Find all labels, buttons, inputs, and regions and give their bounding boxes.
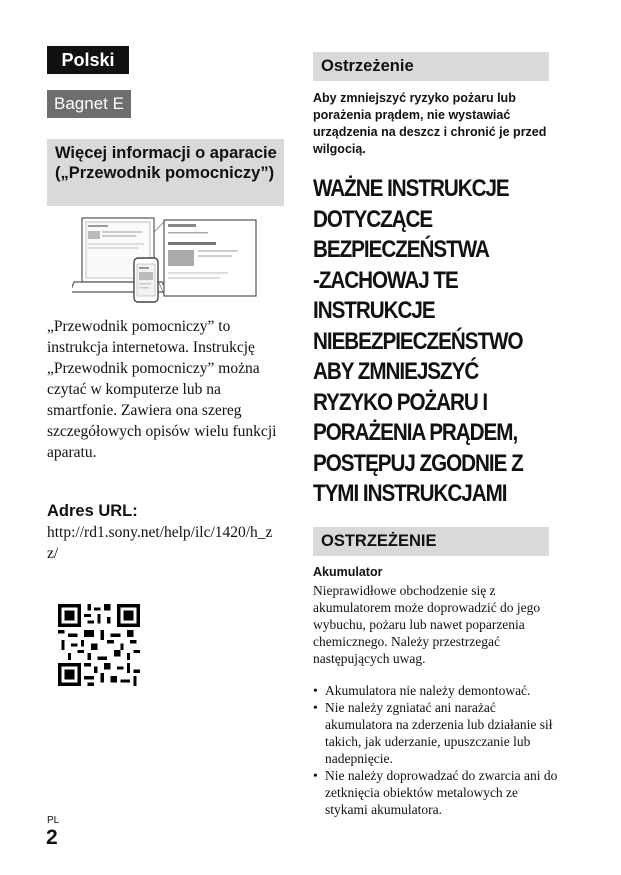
list-item: • Nie należy doprowadzać do zwarcia ani do zetknięcia obiektów metalowych ze stykami akumulatora. bbox=[313, 767, 558, 818]
battery-text: Nieprawidłowe obchodzenie się z akumulatorem może doprowadzić do jego wybuchu, pożaru lub nawet poparzenia chemicznego. Należy przestrzegać następujących uwag. bbox=[313, 583, 541, 666]
laptop-and-smartphone-illustration bbox=[72, 212, 262, 312]
list-item: • Akumulatora nie należy demontować. bbox=[313, 682, 558, 699]
help-url-link[interactable]: http://rd1.sony.net/help/ilc/1420/h_zz/ bbox=[47, 524, 273, 562]
language-tab: Polski bbox=[47, 46, 129, 74]
language-code: PL bbox=[47, 815, 60, 826]
qr-code-icon bbox=[58, 604, 140, 686]
more-info-heading: Więcej informacji o aparacie („Przewodnik pomocniczy”) bbox=[47, 139, 284, 206]
warning-text: Aby zmniejszyć ryzyko pożaru lub porażenia prądem, nie wystawiać urządzenia na deszcz i chronić je przed wilgocią. bbox=[313, 91, 547, 156]
list-item: • Nie należy zgniatać ani narażać akumulatora na zderzenia lub działanie sił takich, jak uderzanie, upuszczanie lub nadepnięcie. bbox=[313, 699, 558, 767]
mount-tab: Bagnet E bbox=[47, 90, 131, 118]
warning-caps-heading: OSTRZEŻENIE bbox=[313, 527, 549, 556]
warning-heading: Ostrzeżenie bbox=[313, 52, 549, 81]
battery-precautions-list bbox=[313, 682, 558, 818]
page-number: 2 bbox=[46, 826, 58, 849]
important-safety-instructions: WAŻNE INSTRUKCJE DOTYCZĄCE BEZPIECZEŃSTWA -ZACHOWAJ TE INSTRUKCJE NIEBEZPIECZEŃSTWO ABY ZMNIEJSZYĆ RYZYKO POŻARU I PORAŻENIA PRĄDEM, POSTĘPUJ ZGODNIE Z TYMI INSTRUKCJAMI bbox=[313, 175, 523, 507]
url-heading: Adres URL: bbox=[47, 502, 138, 520]
intro-text: „Przewodnik pomocniczy” to instrukcja internetowa. Instrukcję „Przewodnik pomocniczy” można czytać w komputerze lub na smartfonie. Zawiera ona szereg szczegółowych opisów wielu funkcji aparatu. bbox=[47, 318, 277, 461]
battery-heading: Akumulator bbox=[313, 565, 383, 579]
